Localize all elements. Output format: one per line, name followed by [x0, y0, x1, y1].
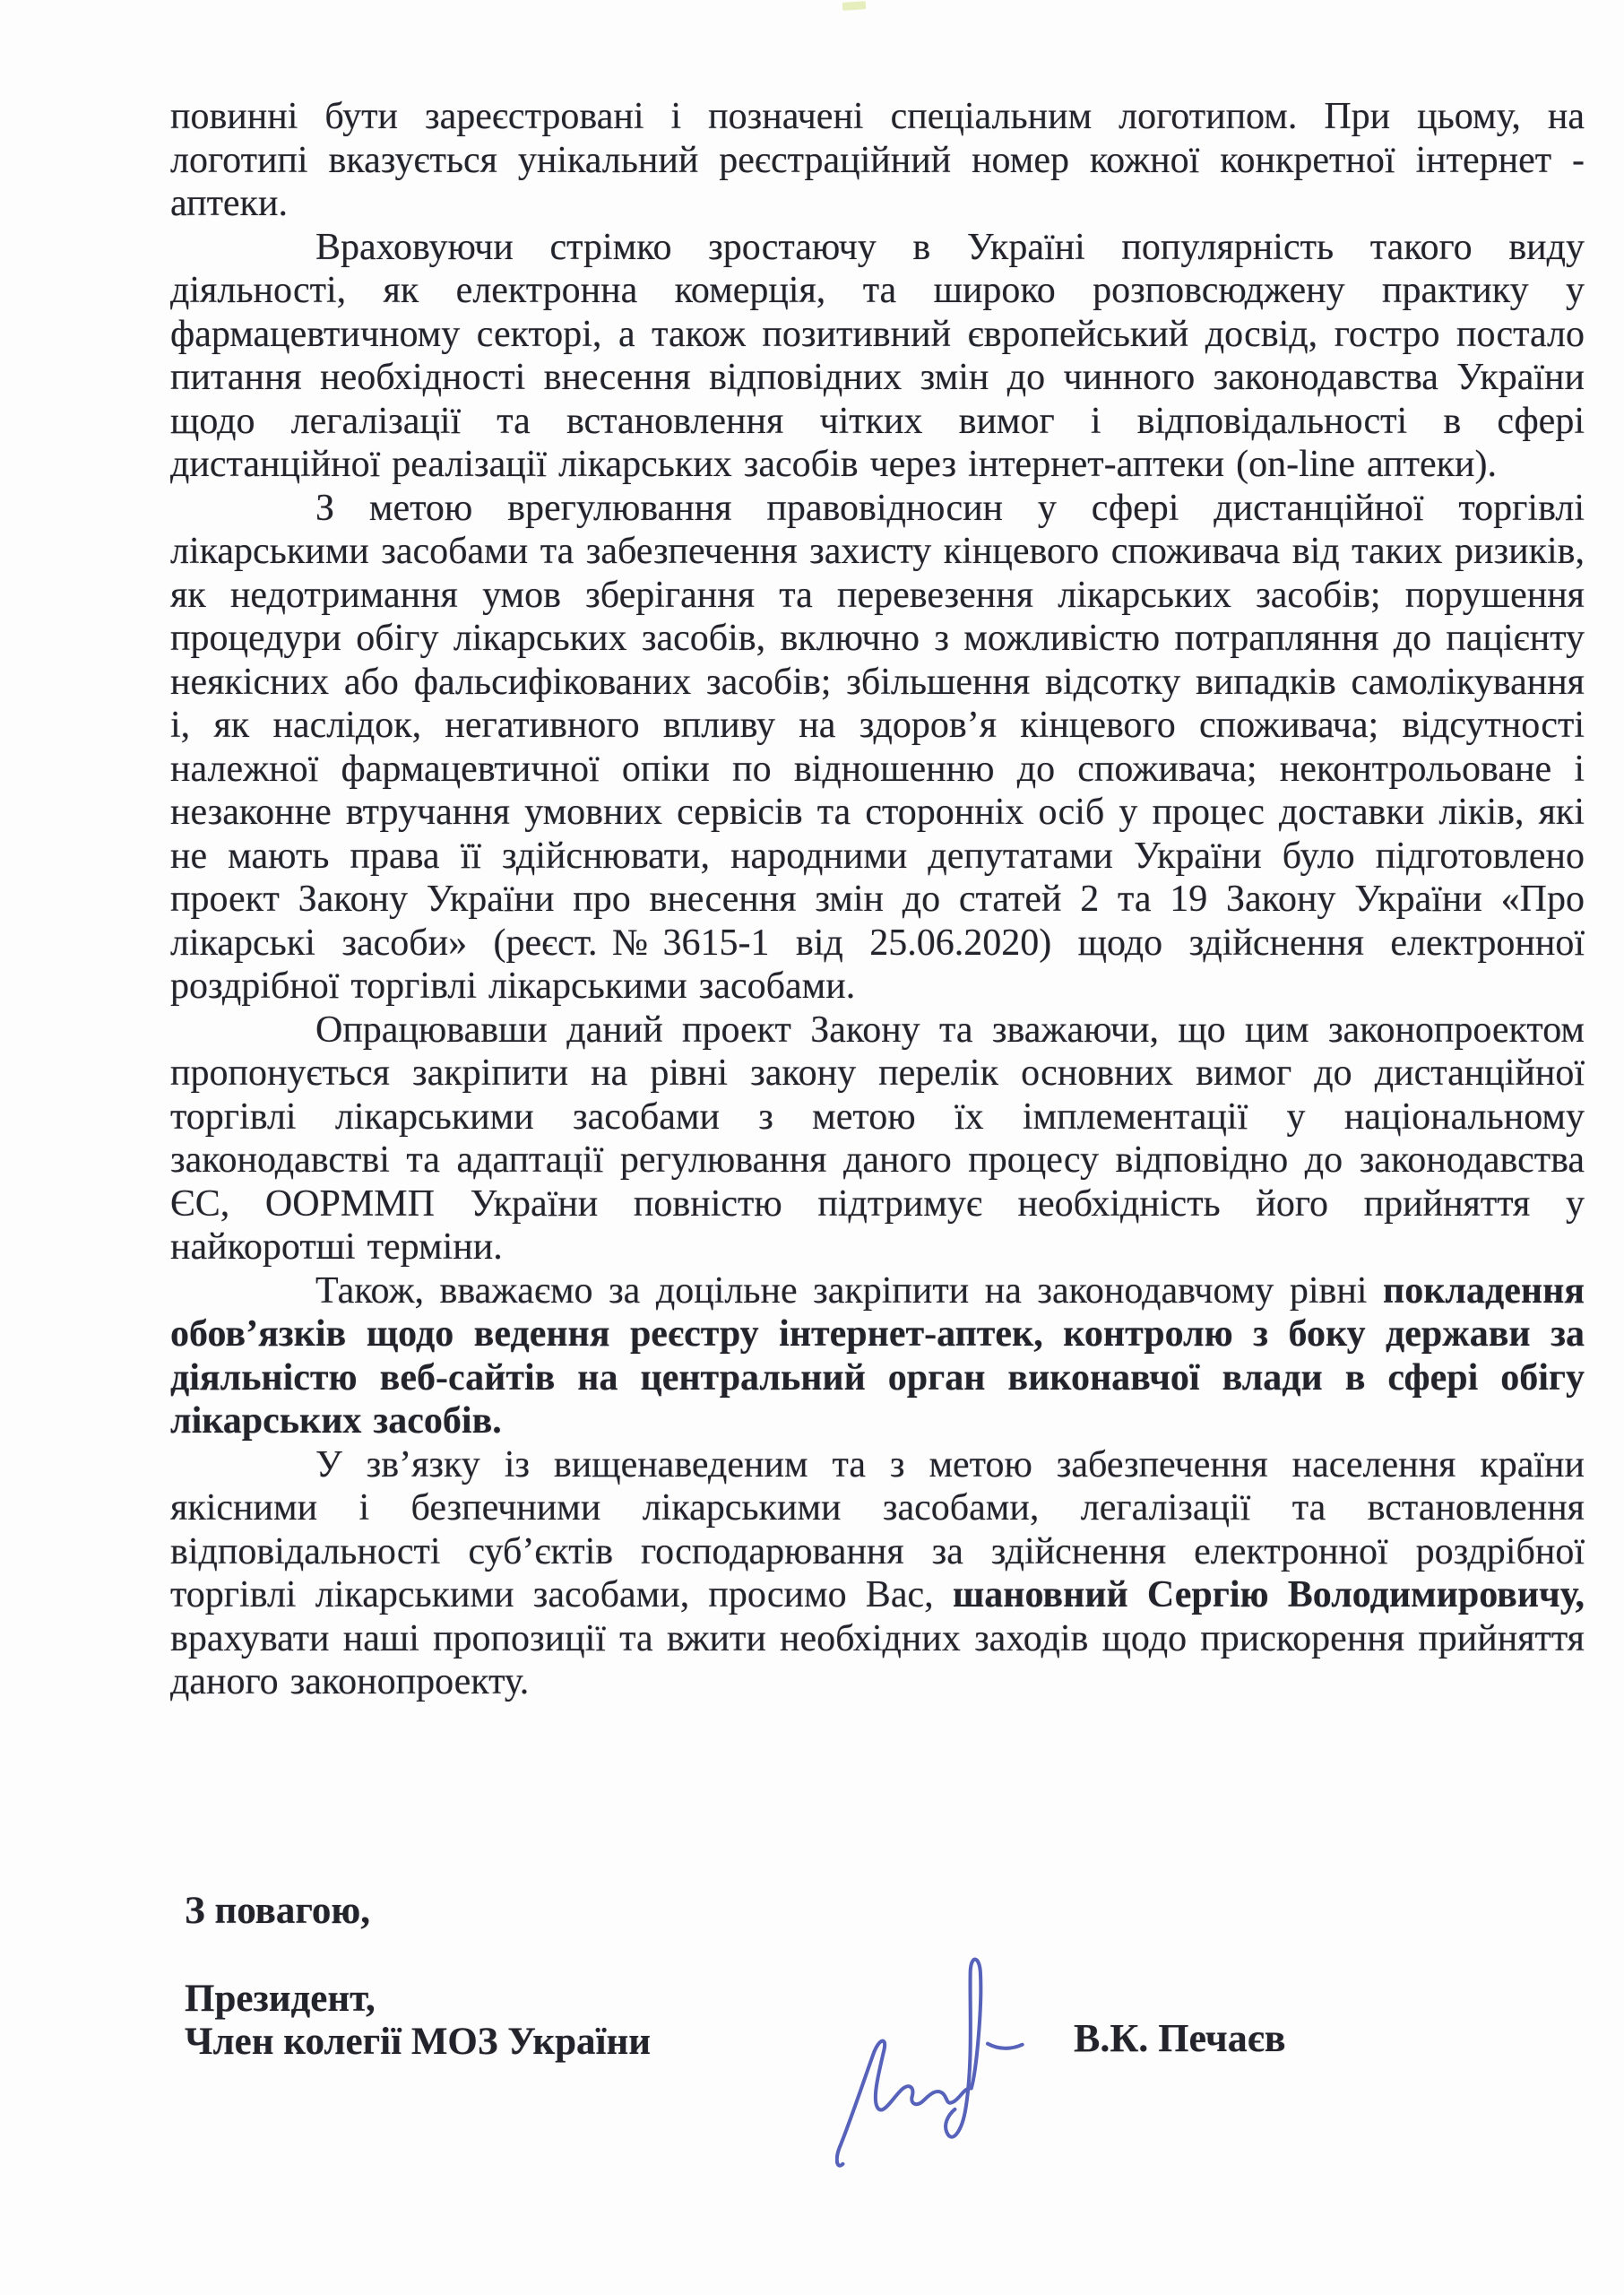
- paragraph-2: [170, 226, 1585, 487]
- paragraph-4: [170, 1009, 1585, 1269]
- paragraph-text-run: врахувати наші пропозиції та вжити необхідних заходів щодо прискорення прийняття даного законопроекту.: [170, 1617, 1585, 1702]
- paragraph-text-run: Враховуючи стрімко зростаючу в Україні популярність такого виду діяльності, як електронна комерція, та широко розповсюджену практику у фармацевтичному секторі, а також позитивний європейський досвід, гостро постало питання необхідності внесення відповідних змін до чинного законодавства України щодо легалізації та встановлення чітких вимог і відповідальності в сфері дистанційної реалізації лікарських засобів через інтернет-аптеки (on-line аптеки).: [170, 226, 1585, 485]
- paragraph-text-run: З метою врегулювання правовідносин у сфері дистанційної торгівлі лікарськими засобами та забезпечення захисту кінцевого споживача від таких ризиків, як недотримання умов зберігання та перевезення лікарських засобів; порушення процедури обігу лікарських засобів, включно з можливістю потрапляння до пацієнту неякісних або фальсифікованих засобів; збільшення відсотку випадків самолікування і, як наслідок, негативного впливу на здоров’я кінцевого споживача; відсутності належної фармацевтичної опіки по відношенню до споживача; неконтрольоване і незаконне втручання умовних сервісів та сторонніх осіб у процес доставки ліків, які не мають права її здійснювати, народними депутатами України було підготовлено проект Закону України про внесення змін до статей 2 та 19 Закону України «Про лікарські засоби» (реєст.№3615-1 від 25.06.2020) щодо здійснення електронної роздрібної торгівлі лікарськими засобами.: [170, 487, 1585, 1007]
- paragraph-text-run: У зв’язку із вищенаведеним та з метою забезпечення населення країни якісними і безпечними лікарськими засобами, легалізації та встановлення відповідальності суб’єктів господарювання за здійснення електронної роздрібної торгівлі лікарськими засобами, просимо Вас,: [170, 1443, 1585, 1615]
- paragraph-text-run: повинні бути зареєстровані і позначені спеціальним логотипом. При цьому, на логотипі вказується унікальний реєстраційний номер кожної конкретної інтернет - аптеки.: [170, 96, 1585, 224]
- paragraph-text-run: Опрацювавши даний проект Закону та зважаючи, що цим законопроектом пропонується закріпити на рівні закону перелік основних вимог до дистанційної торгівлі лікарськими засобами з метою їх імплементації у національному законодавстві та адаптації регулювання даного процесу відповідно до законодавства ЄС, ООРММП України повністю підтримує необхідність його прийняття у найкоротші терміни.: [170, 1009, 1585, 1268]
- paragraph-1: [170, 95, 1585, 226]
- paragraph-text-run: Також, вважаємо за доцільне закріпити на законодавчому рівні: [315, 1269, 1384, 1312]
- paragraph-3: [170, 487, 1585, 1009]
- signature-stroke-main: [837, 1960, 981, 2166]
- signer-position-line-1: Президент,: [185, 1978, 376, 2020]
- paragraph-text-run-bold: шановний Сергію Володимировичу,: [952, 1574, 1585, 1615]
- letter-body: [170, 95, 1585, 1704]
- closing-salutation: З повагою,: [185, 1890, 370, 1932]
- closing-block: [185, 1890, 651, 2064]
- signer-name: В.К. Печаєв: [1074, 2016, 1286, 2060]
- scan-artifact-mark: [842, 1, 867, 11]
- paragraph-text-run-bold: покладення обов’язків щодо ведення реєстру інтернет-аптек, контролю з боку держави за діяльністю веб-сайтів на центральний орган виконавчої влади в сфері обігу лікарських засобів.: [170, 1269, 1585, 1442]
- signature-stroke-dash: [988, 2044, 1023, 2048]
- signer-position-line-2: Член колегії МОЗ України: [185, 2021, 652, 2063]
- paragraph-6: [170, 1443, 1585, 1704]
- handwritten-signature: [835, 1953, 1027, 2171]
- paragraph-5: [170, 1269, 1585, 1443]
